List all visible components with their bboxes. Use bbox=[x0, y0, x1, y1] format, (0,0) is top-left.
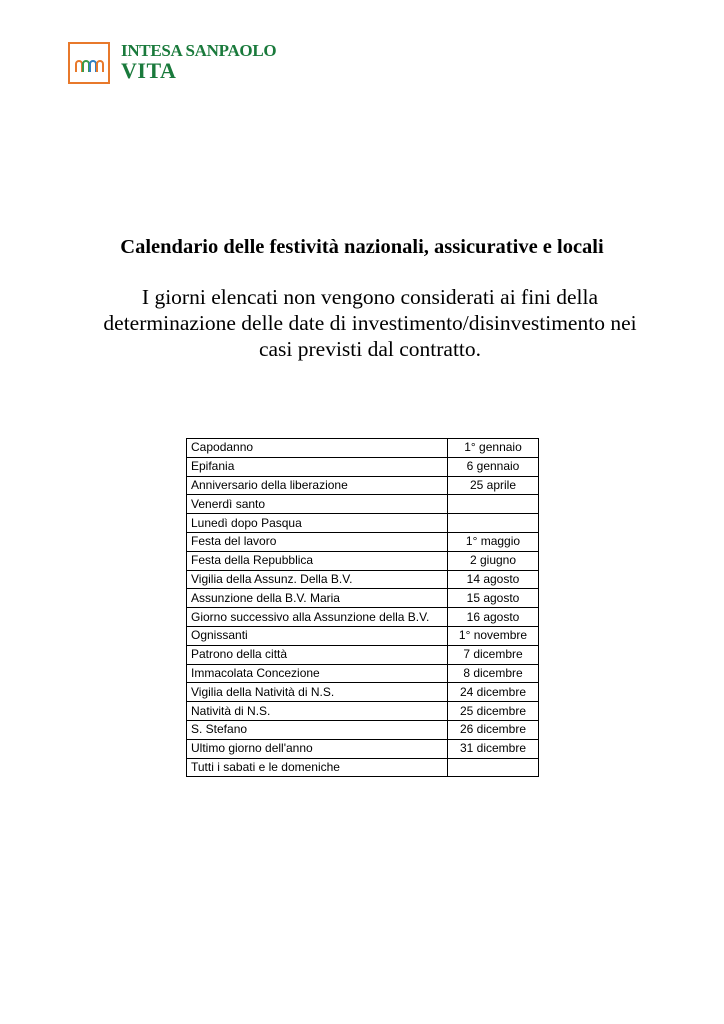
table-row bbox=[187, 720, 539, 739]
holiday-name: S. Stefano bbox=[187, 720, 448, 739]
holidays-table-body bbox=[187, 439, 539, 777]
table-row bbox=[187, 457, 539, 476]
table-row bbox=[187, 758, 539, 777]
document-subtitle: I giorni elencati non vengono considerati ai fini della determinazione delle date di investimento/disinvestimento nei casi previsti dal contratto. bbox=[103, 285, 637, 361]
holiday-date: 15 agosto bbox=[448, 589, 539, 608]
table-row bbox=[187, 645, 539, 664]
logo-wordmark bbox=[121, 42, 276, 82]
document-title: Calendario delle festività nazionali, assicurative e locali bbox=[120, 236, 604, 258]
holiday-name: Tutti i sabati e le domeniche bbox=[187, 758, 448, 777]
holiday-name: Festa del lavoro bbox=[187, 532, 448, 551]
holiday-date bbox=[448, 758, 539, 777]
holiday-name: Epifania bbox=[187, 457, 448, 476]
holiday-date: 2 giugno bbox=[448, 551, 539, 570]
holiday-date: 24 dicembre bbox=[448, 683, 539, 702]
holiday-name: Assunzione della B.V. Maria bbox=[187, 589, 448, 608]
table-row bbox=[187, 439, 539, 458]
logo-division-name: VITA bbox=[121, 58, 177, 83]
company-logo bbox=[68, 42, 276, 84]
holiday-date: 7 dicembre bbox=[448, 645, 539, 664]
table-row bbox=[187, 551, 539, 570]
holiday-name: Ultimo giorno dell'anno bbox=[187, 739, 448, 758]
holiday-date: 6 gennaio bbox=[448, 457, 539, 476]
table-row bbox=[187, 570, 539, 589]
holiday-date: 14 agosto bbox=[448, 570, 539, 589]
holiday-date: 31 dicembre bbox=[448, 739, 539, 758]
holiday-date: 1° gennaio bbox=[448, 439, 539, 458]
holiday-name: Ognissanti bbox=[187, 626, 448, 645]
holiday-date: 8 dicembre bbox=[448, 664, 539, 683]
holiday-date: 26 dicembre bbox=[448, 720, 539, 739]
holiday-date: 1° novembre bbox=[448, 626, 539, 645]
holiday-name: Venerdì santo bbox=[187, 495, 448, 514]
table-row bbox=[187, 664, 539, 683]
holiday-name: Vigilia della Natività di N.S. bbox=[187, 683, 448, 702]
table-row bbox=[187, 608, 539, 627]
holiday-date: 25 aprile bbox=[448, 476, 539, 495]
table-row bbox=[187, 495, 539, 514]
holiday-date bbox=[448, 495, 539, 514]
holiday-name: Giorno successivo alla Assunzione della B.V. bbox=[187, 608, 448, 627]
holiday-date: 16 agosto bbox=[448, 608, 539, 627]
intesa-sanpaolo-arches-icon bbox=[68, 42, 110, 84]
holiday-name: Capodanno bbox=[187, 439, 448, 458]
logo-brand-name: INTESA SANPAOLO bbox=[121, 41, 277, 60]
table-row bbox=[187, 739, 539, 758]
holidays-table bbox=[186, 438, 539, 777]
table-row bbox=[187, 683, 539, 702]
table-row bbox=[187, 589, 539, 608]
holiday-name: Anniversario della liberazione bbox=[187, 476, 448, 495]
holiday-name: Festa della Repubblica bbox=[187, 551, 448, 570]
holiday-name: Vigilia della Assunz. Della B.V. bbox=[187, 570, 448, 589]
table-row bbox=[187, 532, 539, 551]
table-row bbox=[187, 476, 539, 495]
holiday-name: Immacolata Concezione bbox=[187, 664, 448, 683]
holiday-date bbox=[448, 514, 539, 533]
table-row bbox=[187, 702, 539, 721]
holiday-name: Patrono della città bbox=[187, 645, 448, 664]
holiday-name: Natività di N.S. bbox=[187, 702, 448, 721]
holiday-name: Lunedì dopo Pasqua bbox=[187, 514, 448, 533]
table-row bbox=[187, 514, 539, 533]
holiday-date: 25 dicembre bbox=[448, 702, 539, 721]
table-row bbox=[187, 626, 539, 645]
holiday-date: 1° maggio bbox=[448, 532, 539, 551]
